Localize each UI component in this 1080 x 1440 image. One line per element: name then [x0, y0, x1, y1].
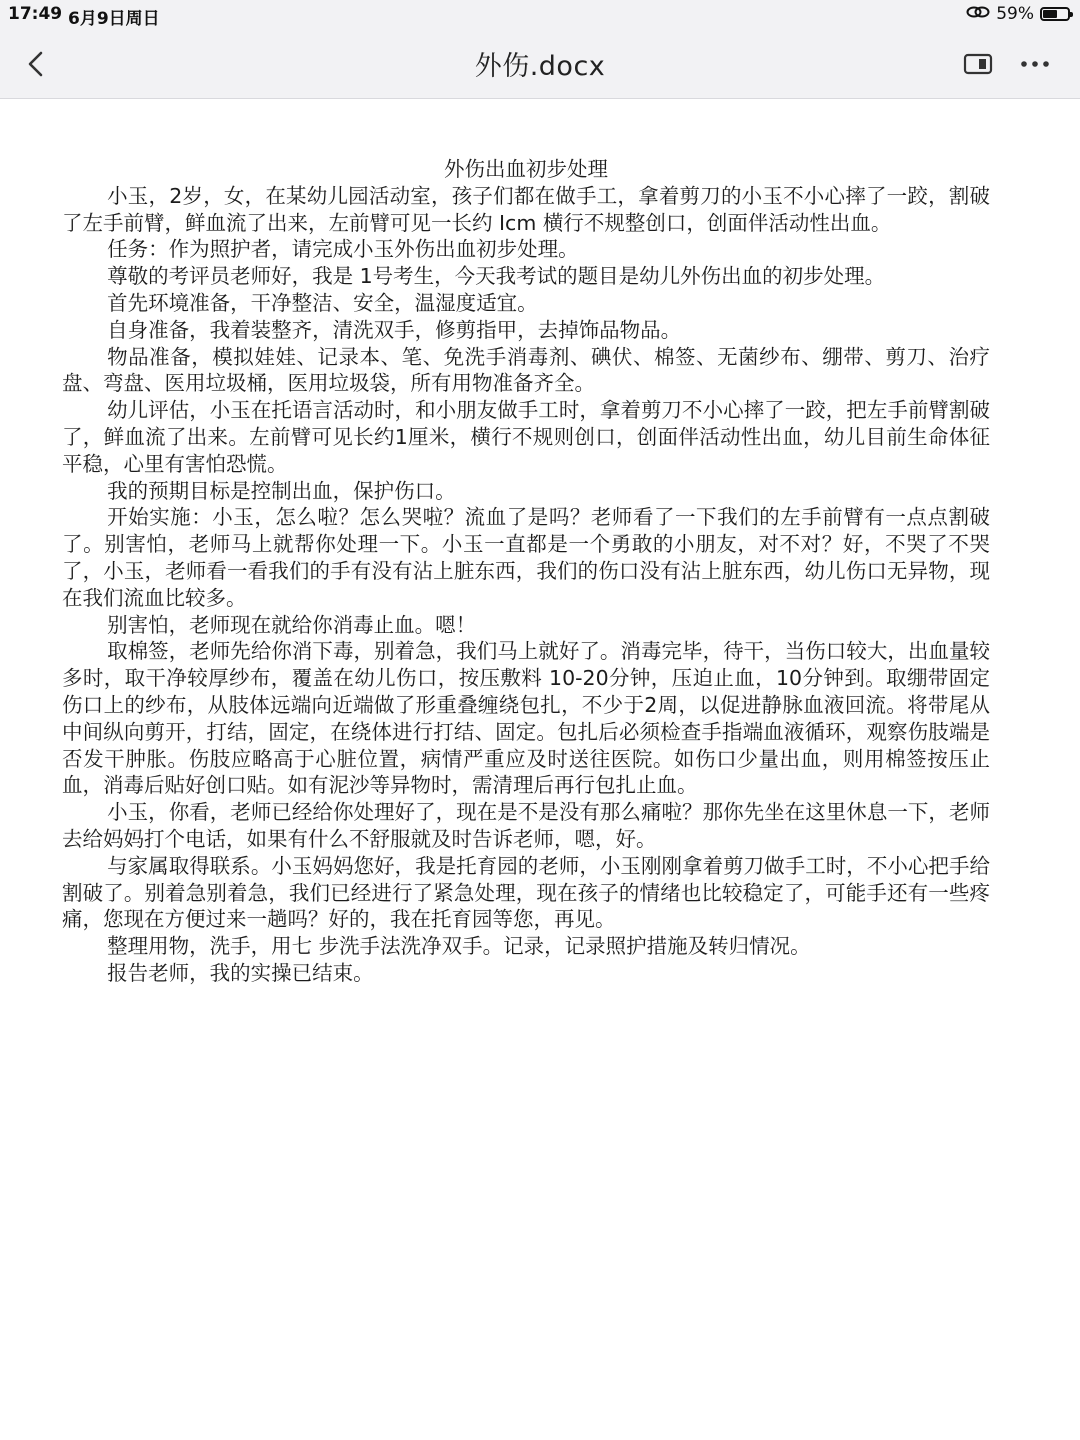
status-time: 17:49	[8, 4, 63, 24]
document-paragraph: 幼儿评估，小玉在托语言活动时，和小朋友做手工时，拿着剪刀不小心摔了一跤，把左手前臂割破了，鲜血流了出来。左前臂可见长约1厘米，横行不规则创口，创面伴活动性出血，幼儿目前生命体征平稳，心里有害怕恐慌。	[62, 398, 990, 476]
document-paragraph: 报告老师，我的实操已结束。	[107, 960, 374, 985]
more-button[interactable]	[1012, 48, 1058, 80]
document-paragraph: 开始实施：小玉，怎么啦？怎么哭啦？流血了是吗？老师看了一下我们的左手前臂有一点点割破了。别害怕，老师马上就帮你处理一下。小玉一直都是一个勇敢的小朋友，对不对？好，不哭了不哭了，小玉，老师看一看我们的手有没有沾上脏东西，我们的伤口没有沾上脏东西，幼儿伤口无异物，现在我们流血比较多。	[62, 505, 990, 610]
status-date: 6月9日周日	[68, 9, 160, 29]
document-paragraph: 我的预期目标是控制出血，保护伤口。	[107, 478, 456, 503]
document-paragraph: 物品准备，模拟娃娃、记录本、笔、免洗手消毒剂、碘伏、棉签、无菌纱布、绷带、剪刀、治疗盘、弯盘、医用垃圾桶，医用垃圾袋，所有用物准备齐全。	[62, 344, 990, 396]
document-title: 外伤.docx	[474, 51, 606, 82]
reader-mode-icon	[963, 53, 993, 75]
ellipsis-icon	[1020, 60, 1050, 68]
document-body	[62, 183, 990, 987]
battery-percent: 59%	[996, 4, 1034, 24]
document-paragraph: 首先环境准备，干净整洁、安全，温湿度适宜。	[107, 290, 538, 315]
document-paragraph: 与家属取得联系。小玉妈妈您好，我是托育园的老师，小玉刚刚拿着剪刀做手工时，不小心把手给割破了。别着急别着急，我们已经进行了紧急处理，现在孩子的情绪也比较稳定了，可能手还有一些疼痛，您现在方便过来一趟吗？好的，我在托育园等您，再见。	[62, 853, 990, 932]
document-paragraph: 整理用物，洗手，用七 步洗手法洗净双手。记录，记录照护措施及转归情况。	[107, 934, 811, 959]
document-paragraph: 小玉，2岁，女，在某幼儿园活动室，孩子们都在做手工，拿着剪刀的小玉不小心摔了一跤，割破了左手前臂，鲜血流了出来，左前臂可见一长约 Icm 横行不规整创口，创面伴活动性出血。	[62, 183, 990, 235]
document-heading: 外伤出血初步处理	[444, 157, 608, 181]
battery-level	[1043, 10, 1057, 18]
document-paragraph: 小玉，你看，老师已经给你处理好了，现在是不是没有那么痛啦？那你先坐在这里休息一下，老师去给妈妈打个电话，如果有什么不舒服就及时告诉老师，嗯，好。	[62, 800, 990, 851]
document-paragraph: 尊敬的考评员老师好，我是 1号考生，今天我考试的题目是幼儿外伤出血的初步处理。	[107, 264, 886, 289]
link-icon	[966, 4, 990, 24]
document-paragraph: 自身准备，我着装整齐，清洗双手，修剪指甲，去掉饰品物品。	[107, 317, 682, 342]
document-paragraph: 取棉签，老师先给你消下毒，别着急，我们马上就好了。消毒完毕，待干，当伤口较大，出血量较多时，取干净较厚纱布，覆盖在幼儿伤口，按压敷料 10-20分钟，压迫止血，10分钟到。取绷带固定伤口上的纱布，从肢体远端向近端做了形重叠缠绕包扎，不少于2周，以促进静脉血液回流。将带尾从中间纵向剪开，打结，固定，在绕体进行打结、固定。包扎后必须检查手指端血液循环，观察伤肢端是否发干肿胀。伤肢应略高于心脏位置，病情严重应及时送往医院。如伤口少量出血，则用棉签按压止血，消毒后贴好创口贴。如有泥沙等异物时，需清理后再行包扎止血。	[62, 639, 990, 798]
battery-icon	[1040, 7, 1070, 21]
status-indicators	[966, 3, 1070, 25]
document-paragraph: 任务：作为照护者，请完成小玉外伤出血初步处理。	[107, 237, 579, 262]
document-page	[62, 156, 990, 987]
document-paragraph: 别害怕，老师现在就给你消毒止血。嗯！	[107, 612, 477, 637]
top-bar	[0, 0, 1080, 99]
reader-mode-button[interactable]	[958, 48, 998, 80]
